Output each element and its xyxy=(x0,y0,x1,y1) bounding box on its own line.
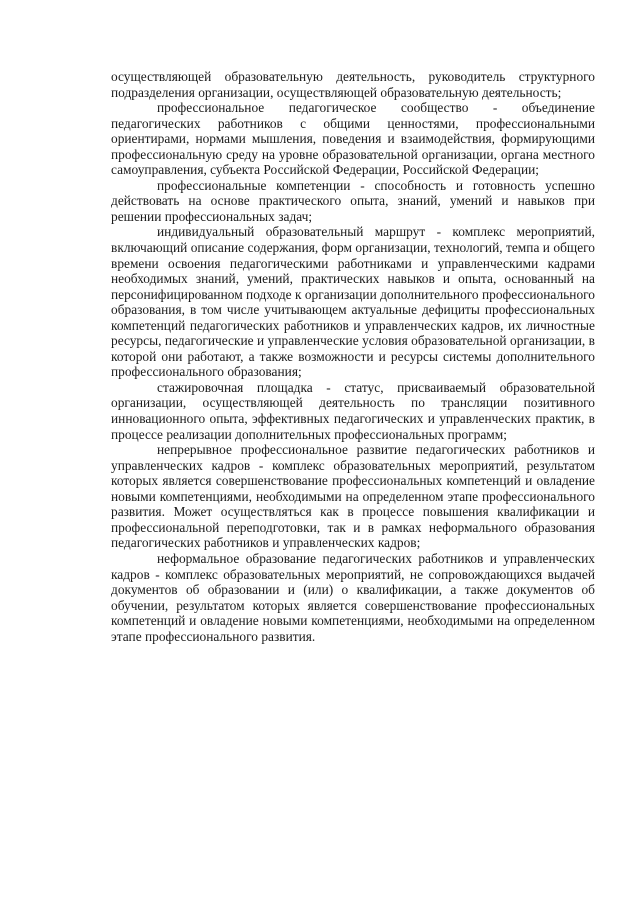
paragraph-continuation: осуществляющей образовательную деятельность, руководитель структурного подразделения организации, осуществляющей образовательную деятельность; xyxy=(111,69,595,100)
paragraph-continuous-development: непрерывное профессиональное развитие педагогических работников и управленческих кадров - комплекс образовательных мероприятий, результатом которых является совершенствование профессиональных компетенций и овладение новыми компетенциями, необходимыми на определенном этапе профессионального развития. Может осуществляться как в процессе повышения квалификации и профессиональной переподготовки, так и в рамках неформального образования педагогических работников и управленческих кадров; xyxy=(111,442,595,551)
document-page xyxy=(111,69,595,644)
paragraph-informal-education: неформальное образование педагогических работников и управленческих кадров - комплекс образовательных мероприятий, не сопровождающихся выдачей документов об образовании и (или) о квалификации, а также документов об обучении, результатом которых является совершенствование профессиональных компетенций и овладение новыми компетенциями, необходимыми на определенном этапе профессионального развития. xyxy=(111,550,595,644)
paragraph-individual-route: индивидуальный образовательный маршрут - комплекс мероприятий, включающий описание содержания, форм организации, технологий, темпа и общего времени освоения педагогическими работниками и управленческими кадрами необходимых знаний, умений, практических навыков и опыта, основанный на персонифицированном подходе к организации дополнительного профессионального образования, в том числе учитывающем актуальные дефициты профессиональных компетенций педагогических работников и управленческих кадров, их личностные ресурсы, педагогические и управленческие условия образовательной организации, в которой они работают, а также возможности и ресурсы системы дополнительного профессионального образования; xyxy=(111,224,595,380)
paragraph-internship-platform: стажировочная площадка - статус, присваиваемый образовательной организации, осуществляющей деятельность по трансляции позитивного инновационного опыта, эффективных педагогических и управленческих практик, в процессе реализации дополнительных профессиональных программ; xyxy=(111,379,595,442)
paragraph-professional-competencies: профессиональные компетенции - способность и готовность успешно действовать на основе практического опыта, знаний, умений и навыков при решении профессиональных задач; xyxy=(111,177,595,224)
paragraph-professional-community: профессиональное педагогическое сообщество - объединение педагогических работников с общими ценностями, профессиональными ориентирами, нормами мышления, поведения и взаимодействия, формирующими профессиональную среду на уровне образовательной организации, органа местного самоуправления, субъекта Российской Федерации, Российской Федерации; xyxy=(111,100,595,178)
